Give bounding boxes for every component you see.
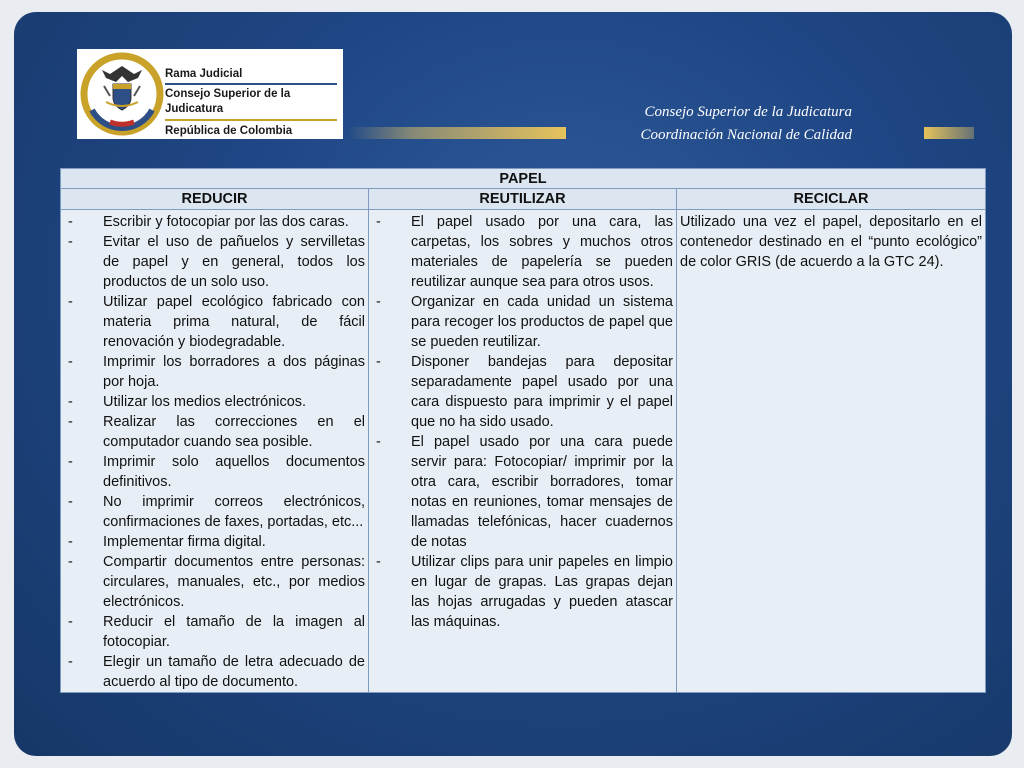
list-item: - Disponer bandejas para depositar separadamente papel usado por una cara dispuesto para imprimir y el papel que no ha sido usado. [372,352,673,432]
slide-background [14,12,1012,756]
list-item: - No imprimir correos electrónicos, confirmaciones de faxes, portadas, etc... [64,492,365,532]
header-subtitle: Coordinación Nacional de Calidad [640,127,852,143]
coat-of-arms-icon [80,52,164,136]
list-item: - Imprimir solo aquellos documentos definitivos. [64,452,365,492]
gold-accent-bar-left [348,127,566,139]
logo-panel [77,49,343,139]
reducir-list [64,212,365,692]
column-header-reducir: REDUCIR [61,189,369,210]
reducir-cell [61,210,369,693]
logo-line-3: República de Colombia [165,125,293,137]
gold-accent-bar-right [924,127,974,139]
header-title: Consejo Superior de la Judicatura [644,104,852,120]
list-item: - El papel usado por una cara puede servir para: Fotocopiar/ imprimir por la otra cara, escribir borradores, tomar notas en reuniones, tomar mensajes de llamadas telefónicas, hacer cuadernos de notas [372,432,673,552]
list-item: - Organizar en cada unidad un sistema para recoger los productos de papel que se pueden reutilizar. [372,292,673,352]
column-header-reutilizar: REUTILIZAR [369,189,677,210]
list-item: - Realizar las correcciones en el computador cuando sea posible. [64,412,365,452]
column-header-reciclar: RECICLAR [677,189,986,210]
list-item: - Elegir un tamaño de letra adecuado de acuerdo al tipo de documento. [64,652,365,692]
list-item: - Utilizar clips para unir papeles en limpio en lugar de grapas. Las grapas dejan las hojas arrugadas y pueden atascar las máquinas. [372,552,673,632]
logo-divider-gold [165,119,337,121]
logo-text [165,67,343,139]
list-item: - Utilizar los medios electrónicos. [64,392,365,412]
list-item: - Utilizar papel ecológico fabricado con materia prima natural, de fácil renovación y biodegradable. [64,292,365,352]
reutilizar-list [372,212,673,632]
reciclar-text: Utilizado una vez el papel, depositarlo en el contenedor destinado en el “punto ecológico” de color GRIS (de acuerdo a la GTC 24). [680,214,982,270]
list-item: - Reducir el tamaño de la imagen al fotocopiar. [64,612,365,652]
reutilizar-cell [369,210,677,693]
logo-line-2: Consejo Superior de la Judicatura [165,88,291,115]
logo-line-1: Rama Judicial [165,68,243,80]
list-item: - Compartir documentos entre personas: circulares, manuales, etc., por medios electrónicos. [64,552,365,612]
table-title: PAPEL [61,169,986,189]
list-item: - Implementar firma digital. [64,532,365,552]
list-item: - Imprimir los borradores a dos páginas por hoja. [64,352,365,392]
logo-divider-blue [165,83,337,85]
list-item: - Evitar el uso de pañuelos y servilletas de papel y en general, todos los productos de un solo uso. [64,232,365,292]
list-item: - Escribir y fotocopiar por las dos caras. [64,212,365,232]
reciclar-cell [677,210,986,693]
paper-table [60,168,986,693]
list-item: - El papel usado por una cara, las carpetas, los sobres y muchos otros materiales de papelería se pueden reutilizar aunque sea para otros usos. [372,212,673,292]
